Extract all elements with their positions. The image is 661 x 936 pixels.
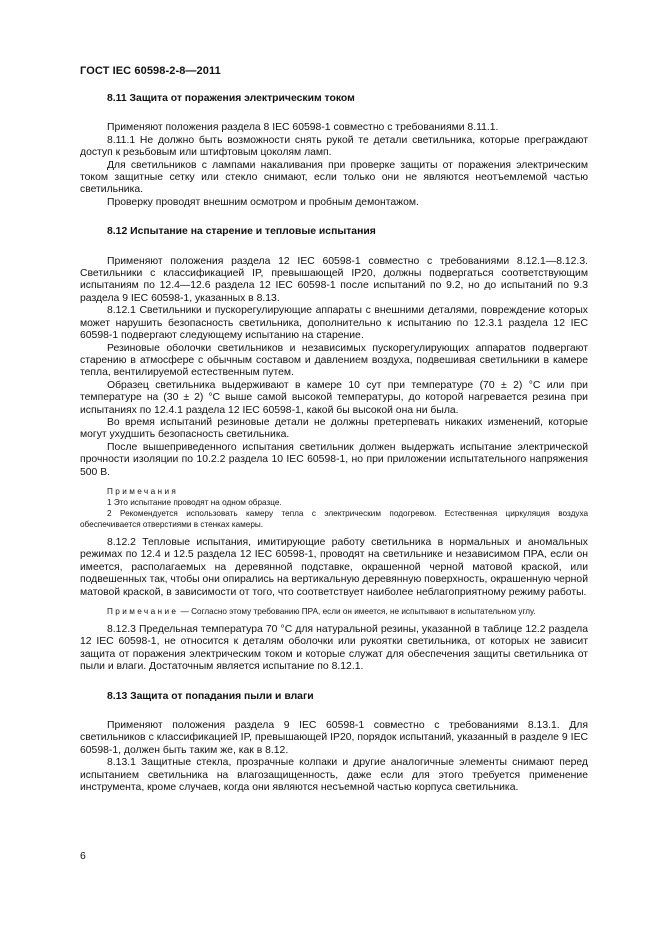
paragraph: После вышеприведенного испытания светильник должен выдержать испытание электрической прочности изоляции по 10.2.2 раздела 10 IEC 60598-1, но при приложении испытательного напряжения 500 В. <box>80 441 588 478</box>
section-title-8-13: 8.13 Защита от попадания пыли и влаги <box>107 690 314 702</box>
section-title-8-11: 8.11 Защита от поражения электрическим током <box>107 93 355 104</box>
paragraph: Применяют положения раздела 9 IEC 60598-1 совместно с требованиями 8.13.1. Для светильников с классификацией IP, превышающей IP20, порядок испытаний, указанный в разделе 9 IEC 60598-1, должен быть таким же, как в 8.12. <box>80 720 588 756</box>
page-number: 6 <box>80 851 86 862</box>
paragraph: 8.12.2 Тепловые испытания, имитирующие работу светильника в нормальных и аномальных режимах по 12.4 и 12.5 раздела 12 IEC 60598-1, проводят на светильнике и независимом ПРА, если он имеется, располагаемых на деревянной подставке, окрашенной черной матовой краской, или подвешенных так, чтобы они опирались на вертикальную деревянную поверхность, окрашенную черной матовой краской, в зависимости от того, что соответствует наиболее неблагоприятному режиму работы. <box>80 536 588 598</box>
paragraph: 8.12.3 Предельная температура 70 °С для натуральной резины, указанной в таблице 12.2 раздела 12 IEC 60598-1, не относится к деталям оболочки или рукоятки светильника, от которых не зависит защита от поражения электрическим током и которые служат для обеспечения защиты светильника от пыли и влаги. Достаточным является испытание по 8.12.1. <box>80 624 588 673</box>
paragraph: 8.11.1 Не должно быть возможности снять рукой те детали светильника, которые преграждают доступ к резьбовым или штифтовым цоколям ламп. <box>80 134 588 159</box>
paragraph: Проверку проводят внешним осмотром и пробным демонтажом. <box>107 196 419 208</box>
paragraph: Применяют положения раздела 8 IEC 60598-1 совместно с требованиями 8.11.1. <box>107 122 499 134</box>
section-title-8-12: 8.12 Испытание на старение и тепловые испытания <box>107 226 376 238</box>
note-item: 2 Рекомендуется использовать камеру тепла с электрическим подогревом. Естественная циркуляция воздуха обеспечивается отверстиями в стенках камеры. <box>80 508 588 529</box>
paragraph: Резиновые оболочки светильников и независимых пускорегулирующих аппаратов подвергают старению в атмосфере с обычным составом и давлением воздуха, подвешивая светильники в камере тепла, вентилируемой естественным путем. <box>80 342 588 379</box>
document-header: ГОСТ IEC 60598-2-8—2011 <box>80 65 221 77</box>
paragraph: Для светильников с лампами накаливания при проверке защиты от поражения электрическим током защитные сетку или стекло снимают, если только они не являются неотъемлемой частью светильника. <box>80 159 588 196</box>
paragraph: Образец светильника выдерживают в камере 10 сут при температуре (70 ± 2) °С или при температуре на (30 ± 2) °С выше самой высокой температуры, до которой нагревается резина при испытаниях по 12.4.1 раздела 12 IEC 60598-1, какой бы высокой она ни была. <box>80 379 588 416</box>
paragraph: 8.13.1 Защитные стекла, прозрачные колпаки и другие аналогичные элементы снимают перед испытанием светильника на влагозащищенность, даже если для этого требуется применение инструмента, кроме случаев, когда они являются несъемной частью корпуса светильника. <box>80 757 588 794</box>
note-label: Примечание <box>107 607 179 616</box>
note-inline <box>80 606 588 617</box>
note-item: 1 Это испытание проводят на одном образце. <box>107 497 282 507</box>
paragraph: Во время испытаний резиновые детали не должны претерпевать никаких изменений, которые могут ухудшить безопасность светильника. <box>80 416 588 441</box>
document-body <box>80 93 588 794</box>
paragraph: 8.12.1 Светильники и пускорегулирующие аппараты с внешними деталями, повреждение которых может нарушить безопасность светильника, дополнительно к испытанию по 12.3.1 раздела 12 IEC 60598-1 подвергают следующему испытанию на старение. <box>80 305 588 342</box>
note-text: — Согласно этому требованию ПРА, если он имеется, не испытывают в испытательном углу. <box>178 607 536 616</box>
notes-title: Примечания <box>107 486 179 496</box>
paragraph: Применяют положения раздела 12 IEC 60598-1 совместно с требованиями 8.12.1—8.12.3. Светильники с классификацией IP, превышающей IP20, должны подвергаться соответствующим испытаниям по 12.4—12.6 раздела 12 IEC 60598-1 после испытаний по 9.2, но до испытаний по 9.3 раздела 9 IEC 60598-1, указанных в 8.13. <box>80 255 588 304</box>
